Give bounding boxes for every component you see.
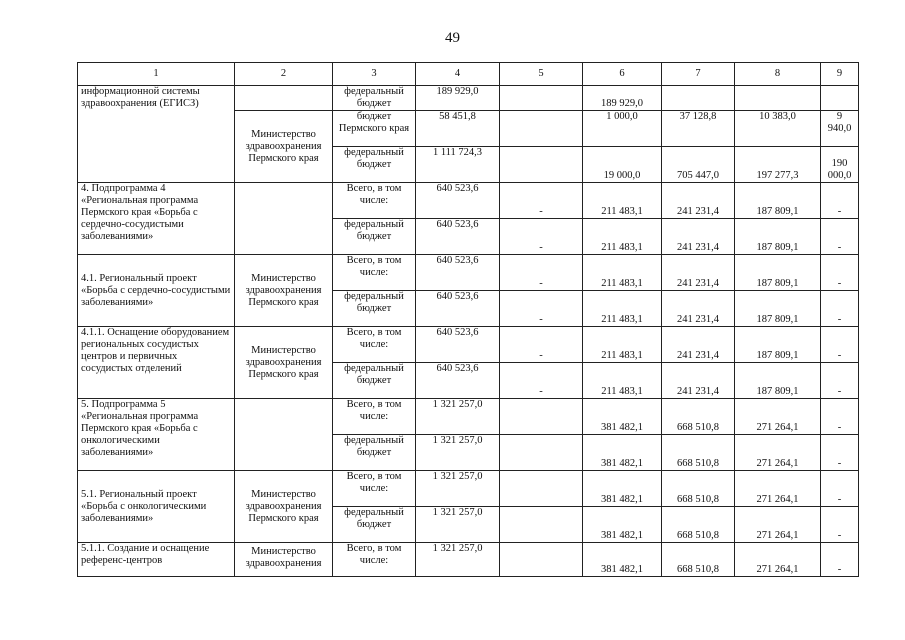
col7-cell [662, 86, 735, 111]
col5-cell: - [500, 219, 583, 255]
col8-cell: 187 809,1 [735, 291, 821, 327]
header-cell: 4 [416, 63, 500, 86]
col9-cell: 9 940,0 [821, 111, 859, 147]
funding-source-cell: Всего, в том числе: [333, 471, 416, 507]
col8-cell: 187 809,1 [735, 219, 821, 255]
col6-cell: 211 483,1 [583, 183, 662, 219]
col8-cell: 271 264,1 [735, 471, 821, 507]
col7-cell: 241 231,4 [662, 219, 735, 255]
col9-cell [821, 86, 859, 111]
col9-cell: - [821, 471, 859, 507]
col6-cell: 211 483,1 [583, 291, 662, 327]
col7-cell: 705 447,0 [662, 147, 735, 183]
total-cell: 1 321 257,0 [416, 507, 500, 543]
executor-cell [235, 86, 333, 111]
col9-cell: - [821, 255, 859, 291]
col6-cell: 189 929,0 [583, 86, 662, 111]
header-cell: 2 [235, 63, 333, 86]
col7-cell: 668 510,8 [662, 399, 735, 435]
col9-cell: - [821, 363, 859, 399]
col9-cell: - [821, 291, 859, 327]
col9-cell: - [821, 183, 859, 219]
col8-cell: 187 809,1 [735, 327, 821, 363]
col8-cell: 271 264,1 [735, 435, 821, 471]
funding-source-cell: Всего, в том числе: [333, 399, 416, 435]
funding-source-cell: федеральный бюджет [333, 363, 416, 399]
funding-source-cell: федеральный бюджет [333, 147, 416, 183]
program-name-cell: 5. Подпрограмма 5 «Региональная программа Пермского края «Борьба с онкологическими заболеваниями» [78, 399, 235, 471]
header-cell: 9 [821, 63, 859, 86]
funding-source-cell: федеральный бюджет [333, 507, 416, 543]
total-cell: 1 321 257,0 [416, 543, 500, 577]
col8-cell: 197 277,3 [735, 147, 821, 183]
table-row [78, 399, 859, 435]
col6-cell: 381 482,1 [583, 543, 662, 577]
table-row [78, 86, 859, 111]
executor-cell [235, 183, 333, 255]
col8-cell: 187 809,1 [735, 183, 821, 219]
total-cell: 640 523,6 [416, 219, 500, 255]
col6-cell: 381 482,1 [583, 435, 662, 471]
program-name-cell: информационной системы здравоохранения (ЕГИСЗ) [78, 86, 235, 183]
program-name-cell: 4. Подпрограмма 4 «Региональная программа Пермского края «Борьба с сердечно-сосудистыми заболеваниями» [78, 183, 235, 255]
program-name-cell: 4.1.1. Оснащение оборудованием региональных сосудистых центров и первичных сосудистых отделений [78, 327, 235, 399]
executor-cell: Министерство здравоохранения Пермского края [235, 327, 333, 399]
header-cell: 5 [500, 63, 583, 86]
col8-cell: 187 809,1 [735, 255, 821, 291]
funding-source-cell: Всего, в том числе: [333, 327, 416, 363]
col6-cell: 19 000,0 [583, 147, 662, 183]
executor-cell [235, 399, 333, 471]
col7-cell: 241 231,4 [662, 291, 735, 327]
col8-cell [735, 86, 821, 111]
col5-cell [500, 147, 583, 183]
total-cell: 640 523,6 [416, 363, 500, 399]
funding-source-cell: федеральный бюджет [333, 86, 416, 111]
table-row [78, 255, 859, 291]
program-name-cell: 5.1. Региональный проект «Борьба с онкологическими заболеваниями» [78, 471, 235, 543]
header-cell: 6 [583, 63, 662, 86]
total-cell: 1 321 257,0 [416, 435, 500, 471]
funding-source-cell: федеральный бюджет [333, 435, 416, 471]
header-cell: 8 [735, 63, 821, 86]
col5-cell: - [500, 327, 583, 363]
col5-cell [500, 435, 583, 471]
total-cell: 1 321 257,0 [416, 471, 500, 507]
col7-cell: 37 128,8 [662, 111, 735, 147]
col8-cell: 271 264,1 [735, 507, 821, 543]
col5-cell: - [500, 363, 583, 399]
col8-cell: 271 264,1 [735, 399, 821, 435]
col6-cell: 211 483,1 [583, 363, 662, 399]
total-cell: 640 523,6 [416, 183, 500, 219]
col9-cell: - [821, 543, 859, 577]
col7-cell: 668 510,8 [662, 435, 735, 471]
col9-cell: - [821, 327, 859, 363]
col6-cell: 211 483,1 [583, 327, 662, 363]
col7-cell: 241 231,4 [662, 183, 735, 219]
header-cell: 7 [662, 63, 735, 86]
col9-cell: - [821, 507, 859, 543]
col8-cell: 187 809,1 [735, 363, 821, 399]
table-row [78, 543, 859, 577]
total-cell: 640 523,6 [416, 327, 500, 363]
funding-source-cell: Всего, в том числе: [333, 543, 416, 577]
col8-cell: 271 264,1 [735, 543, 821, 577]
col5-cell [500, 471, 583, 507]
col6-cell: 381 482,1 [583, 507, 662, 543]
col5-cell [500, 399, 583, 435]
col5-cell: - [500, 255, 583, 291]
total-cell: 189 929,0 [416, 86, 500, 111]
header-row [78, 63, 859, 86]
col7-cell: 668 510,8 [662, 507, 735, 543]
col5-cell [500, 111, 583, 147]
col5-cell: - [500, 291, 583, 327]
col6-cell: 381 482,1 [583, 399, 662, 435]
funding-source-cell: федеральный бюджет [333, 219, 416, 255]
total-cell: 1 111 724,3 [416, 147, 500, 183]
funding-source-cell: бюджет Пермского края [333, 111, 416, 147]
col9-cell: - [821, 219, 859, 255]
col7-cell: 241 231,4 [662, 255, 735, 291]
total-cell: 640 523,6 [416, 291, 500, 327]
funding-source-cell: Всего, в том числе: [333, 255, 416, 291]
executor-cell: Министерство здравоохранения Пермского края [235, 255, 333, 327]
col5-cell [500, 507, 583, 543]
col9-cell: - [821, 399, 859, 435]
col6-cell: 381 482,1 [583, 471, 662, 507]
col6-cell: 1 000,0 [583, 111, 662, 147]
col7-cell: 668 510,8 [662, 543, 735, 577]
header-cell: 1 [78, 63, 235, 86]
budget-table [77, 62, 859, 577]
table-row [78, 327, 859, 363]
col7-cell: 241 231,4 [662, 327, 735, 363]
executor-cell: Министерство здравоохранения [235, 543, 333, 577]
program-name-cell: 5.1.1. Создание и оснащение референс-центров [78, 543, 235, 577]
program-name-cell: 4.1. Региональный проект «Борьба с сердечно-сосудистыми заболеваниями» [78, 255, 235, 327]
col7-cell: 241 231,4 [662, 363, 735, 399]
executor-cell: Министерство здравоохранения Пермского края [235, 111, 333, 183]
col8-cell: 10 383,0 [735, 111, 821, 147]
col9-cell: - [821, 435, 859, 471]
funding-source-cell: федеральный бюджет [333, 291, 416, 327]
col6-cell: 211 483,1 [583, 255, 662, 291]
col6-cell: 211 483,1 [583, 219, 662, 255]
table-row [78, 471, 859, 507]
col7-cell: 668 510,8 [662, 471, 735, 507]
total-cell: 58 451,8 [416, 111, 500, 147]
executor-cell: Министерство здравоохранения Пермского края [235, 471, 333, 543]
col9-cell: 190 000,0 [821, 147, 859, 183]
total-cell: 1 321 257,0 [416, 399, 500, 435]
table-row [78, 183, 859, 219]
col5-cell [500, 543, 583, 577]
funding-source-cell: Всего, в том числе: [333, 183, 416, 219]
page-number: 49 [445, 30, 460, 46]
col5-cell [500, 86, 583, 111]
col5-cell: - [500, 183, 583, 219]
total-cell: 640 523,6 [416, 255, 500, 291]
header-cell: 3 [333, 63, 416, 86]
